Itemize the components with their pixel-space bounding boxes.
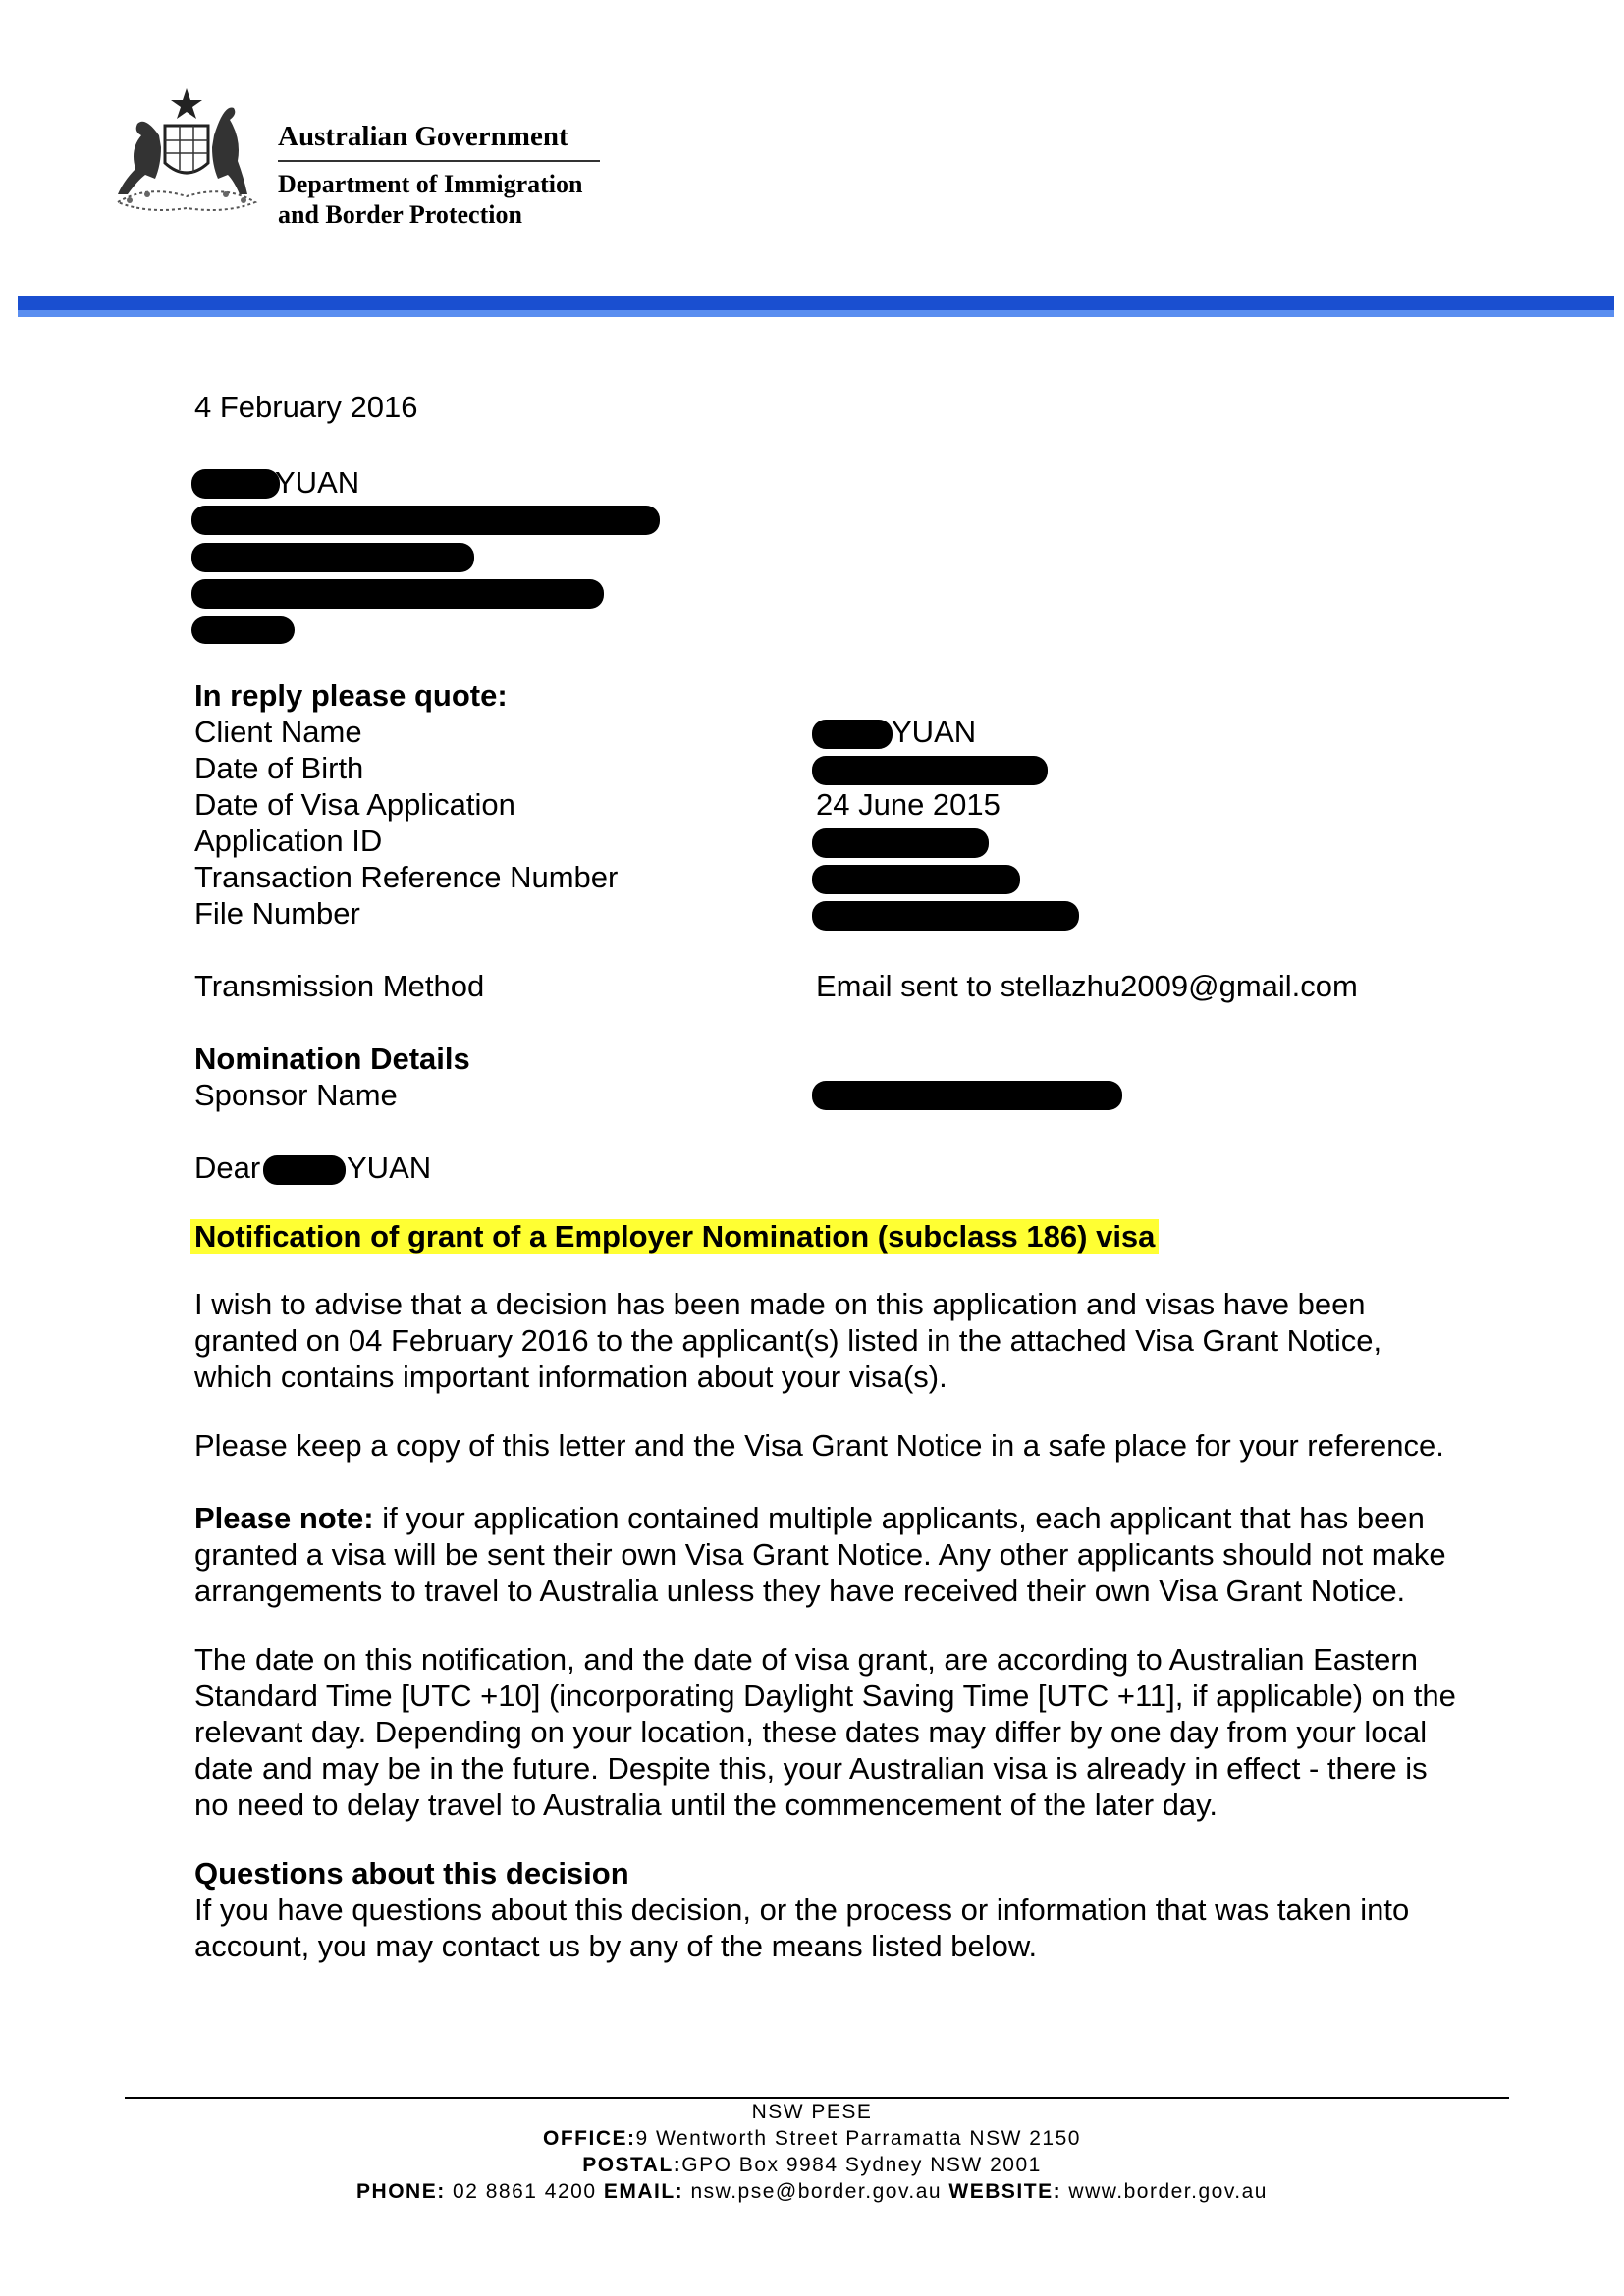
transmission-value: Email sent to stellazhu2009@gmail.com xyxy=(816,969,1358,1003)
footer-website-label: WEBSITE: xyxy=(948,2180,1062,2203)
department-name-line1: Department of Immigration xyxy=(278,170,583,198)
sponsor-label: Sponsor Name xyxy=(194,1078,398,1112)
field-label: Date of Visa Application xyxy=(194,787,515,822)
redacted-first-name xyxy=(812,720,893,749)
paragraph-questions: If you have questions about this decision, or the process or information that was taken into account, you may contact us by any of the means listed below. xyxy=(194,1893,1410,1963)
redacted-value xyxy=(812,756,1048,785)
field-value: YUAN xyxy=(892,715,977,749)
coat-of-arms-icon xyxy=(108,86,265,219)
paragraph-decision: I wish to advise that a decision has been made on this application and visas have been granted on 04 February 2016 to the applicant(s) listed in the attached Visa Grant Notice, which contains important information about your visa(s). xyxy=(194,1287,1382,1394)
footer-postal-label: POSTAL: xyxy=(582,2154,682,2176)
redacted-first-name xyxy=(263,1155,346,1185)
redacted-address-line xyxy=(191,579,604,609)
footer-website-value: www.border.gov.au xyxy=(1061,2180,1268,2203)
field-label: Date of Birth xyxy=(194,751,364,785)
redacted-value xyxy=(812,865,1020,894)
field-label: Application ID xyxy=(194,824,383,858)
paragraph-keep-copy: Please keep a copy of this letter and the Visa Grant Notice in a safe place for your reference. xyxy=(194,1428,1444,1463)
footer-contact xyxy=(0,2178,1624,2205)
redacted-address-line xyxy=(191,506,660,535)
field-label: Transaction Reference Number xyxy=(194,860,619,894)
please-note-text: if your application contained multiple applicants, each applicant that has been granted a visa will be sent their own Visa Grant Notice. Any other applicants should not make arrangements to travel to Australia unless they have received their own Visa Grant Notice. xyxy=(194,1501,1446,1608)
reply-heading: In reply please quote: xyxy=(194,678,508,713)
footer-office-value: 9 Wentworth Street Parramatta NSW 2150 xyxy=(635,2127,1081,2150)
transmission-label: Transmission Method xyxy=(194,969,485,1003)
field-label: Client Name xyxy=(194,715,362,749)
footer-phone-value: 02 8861 4200 xyxy=(445,2180,604,2203)
paragraph-timezone: The date on this notification, and the date of visa grant, are according to Australian Eastern Standard Time [UTC +10] (incorporating Daylight Saving Time [UTC +11], if applicable) on the relevant day. Depending on your location, these dates may differ by one day from your local date and may be in the future. Despite this, your Australian visa is already in effect - there is no need to delay travel to Australia until the commencement of the later day. xyxy=(194,1642,1456,1822)
letter-date: 4 February 2016 xyxy=(194,390,418,424)
footer-phone-label: PHONE: xyxy=(356,2180,446,2203)
questions-heading: Questions about this decision xyxy=(194,1856,629,1891)
salutation-surname: YUAN xyxy=(347,1150,432,1185)
subject-line: Notification of grant of a Employer Nomination (subclass 186) visa xyxy=(190,1219,1159,1254)
paragraph-please-note xyxy=(194,1500,1461,1609)
footer-email-label: EMAIL: xyxy=(603,2180,684,2203)
government-title: Australian Government xyxy=(278,121,568,152)
department-name-line2: and Border Protection xyxy=(278,200,522,229)
please-note-label: Please note: xyxy=(194,1501,374,1535)
header-rule xyxy=(278,160,600,162)
footer-office-name: NSW PESE xyxy=(751,2101,873,2123)
addressee-surname: YUAN xyxy=(275,465,360,500)
header-band xyxy=(18,296,1614,310)
field-value: 24 June 2015 xyxy=(816,787,1001,822)
redacted-sponsor-name xyxy=(812,1081,1122,1110)
footer-office-label: OFFICE: xyxy=(543,2127,636,2150)
redacted-address-line xyxy=(191,543,474,572)
redacted-address-line xyxy=(191,616,295,644)
redacted-first-name xyxy=(191,469,280,499)
footer-office xyxy=(0,2125,1624,2152)
redacted-value xyxy=(812,828,989,858)
redacted-value xyxy=(812,901,1079,931)
footer-postal xyxy=(0,2152,1624,2178)
nomination-heading: Nomination Details xyxy=(194,1041,470,1076)
salutation: Dear xyxy=(194,1150,261,1185)
header-band-light xyxy=(18,310,1614,317)
footer-email-value: nsw.pse@border.gov.au xyxy=(683,2180,949,2203)
footer-postal-value: GPO Box 9984 Sydney NSW 2001 xyxy=(681,2154,1042,2176)
field-label: File Number xyxy=(194,896,360,931)
